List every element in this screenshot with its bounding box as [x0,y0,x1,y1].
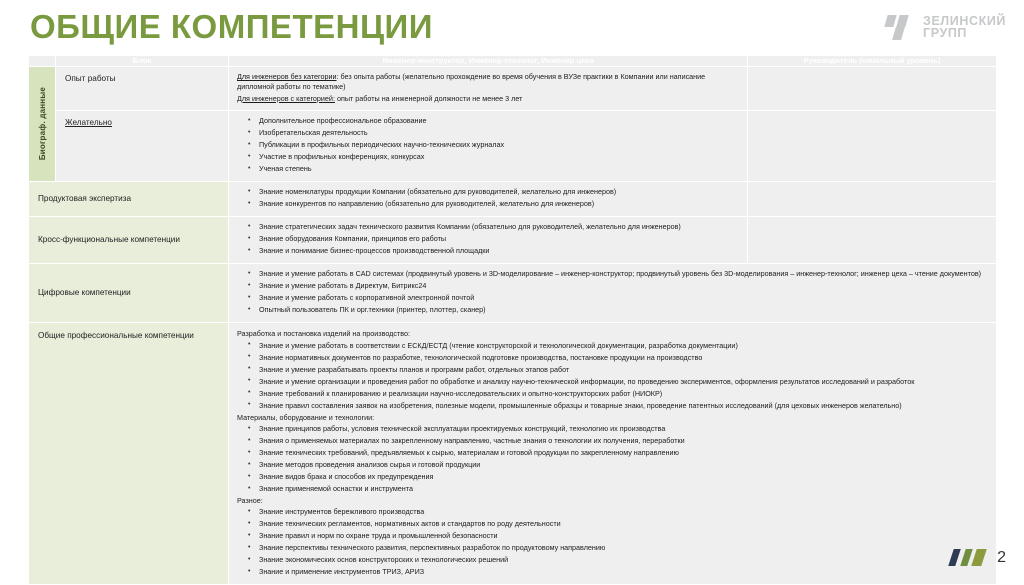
list-item: • Знание экономических основ конструкторских и технологических решений [259,555,990,565]
paragraph-text: : без опыта работы (желательно прохождение во время обучения в ВУЗе практики в Компании или написание дипломной работы по тематике) [237,72,706,92]
list-item: • Знание стратегических задач технического развития Компании (обязательно для руководителей, желательно для инженеров) [259,222,741,232]
leader-content-cell [748,111,996,181]
block-name-text: Цифровые компетенции [38,288,131,298]
slide-header [0,0,1024,55]
logo-line-2: ГРУПП [923,26,968,40]
logo-text [923,15,1006,39]
list-item: • Знание видов брака и способов их предупреждения [259,472,990,482]
block-name-text: Продуктовая экспертиза [38,194,132,204]
zelinsky-group-logo-icon [886,12,916,42]
table-row [29,182,996,216]
table-row [29,323,996,584]
paragraph-lead: Для инженеров без категории [237,72,337,81]
table-header-row [29,56,996,66]
list-item: • Знание перспективы технического развития, перспективных разработок по продуктовому направлению [259,543,990,553]
column-header-leader: Руководитель (начальный уровень) [748,56,996,66]
list-item: • Знание принципов работы, условия технической эксплуатации проектируемых конструкций, технологию их производства [259,424,990,434]
block-name-cell [29,217,228,263]
paragraph-text: опыт работы на инженерной должности не менее 3 лет [334,93,523,103]
side-label-text: Биограф. данные [37,86,47,160]
list-item: • Знание и применение инструментов ТРИЗ, АРИЗ [259,567,990,577]
leader-content-cell [748,182,996,216]
table-row [29,67,996,110]
block-name-text: Кросс-функциональные компетенции [38,235,180,245]
engineer-content-cell [229,264,996,322]
list-item: • Знания о применяемых материалах по закрепленному направлению, частные знания о технологии их получения, переработки [259,436,990,446]
group-heading: Материалы, оборудование и технологии: [237,412,375,422]
engineer-content-cell [229,323,996,584]
side-label-biographic [29,67,55,181]
bullet-list [237,424,990,494]
bullet-list [237,222,741,256]
list-item: • Знание и умение разрабатывать проекты планов и программ работ, отдельных этапов работ [259,365,990,375]
paragraph-lead: Для инженеров с категорией: [237,93,335,103]
group-heading: Разработка и постановка изделий на производство: [237,329,410,339]
list-item: • Знание оборудования Компании, принципов его работы [259,234,741,244]
bullet-list [237,116,741,174]
block-name-cell [29,323,228,584]
bullet-list [237,269,990,315]
list-item: • Изобретательская деятельность [259,128,741,138]
block-name-text: Опыт работы [65,74,116,83]
paragraph [237,94,741,104]
bullet-list [237,507,990,577]
paragraph [237,72,741,93]
page-title: ОБЩИЕ КОМПЕТЕНЦИИ [30,8,433,45]
list-item: • Знание правил и норм по охране труда и промышленной безопасности [259,531,990,541]
engineer-content-cell [229,67,747,110]
list-item: • Знание правил составления заявок на изобретения, полезные модели, промышленные образцы и товарные знаки, проведение патентных исследований (для цеховых инженеров желательно) [259,401,990,411]
engineer-content-cell [229,182,747,216]
list-item: • Знание и умение работать в CAD системах (продвинутый уровень и 3D-моделирование – инженер-конструктор; продвинутый уровень без 3D-моделирования – инженер-технолог; инженер цеха – чтение документов) [259,269,990,279]
leader-content-cell [748,67,996,110]
list-item: • Знание применяемой оснастки и инструмента [259,484,990,494]
logo-line-1: ЗЕЛИНСКИЙ [923,14,1006,28]
table-row [29,111,996,181]
list-item: • Знание нормативных документов по разработке, технологической подготовке производства, постановке продукции на производство [259,353,990,363]
list-item: • Дополнительное профессиональное образование [259,116,741,126]
page-number: 2 [997,549,1006,566]
table-head [29,56,996,66]
group-heading: Разное: [237,496,263,506]
block-name-cell [29,264,228,322]
list-item: • Ученая степень [259,164,741,174]
list-item: • Знание методов проведения анализов сырья и готовой продукции [259,460,990,470]
engineer-content-cell [229,111,747,181]
list-item: • Знание и умение работать в соответствии с ЕСКД/ЕСТД (чтение конструкторской и технологической документации, разработка документации) [259,341,990,351]
table-row [29,264,996,322]
list-item: • Знание и понимание бизнес-процессов производственной площадки [259,246,741,256]
navy-slash-icon [948,549,961,566]
list-item: • Знание технических регламентов, нормативных актов и стандартов по роду деятельности [259,519,990,529]
block-name-cell [56,111,228,181]
block-name-cell [29,182,228,216]
list-item: • Знание технических требований, предъявляемых к сырью, материалам и готовой продукции по закрепленному направлению [259,448,990,458]
list-item: • Знание требований к планированию и реализации научно-исследовательских и опытно-конструкторских работ (НИОКР) [259,389,990,399]
list-item: • Знание и умение организации и проведения работ по обработке и анализу научно-технической информации, по проведению экспериментов, оформления результатов исследований и разработок [259,377,990,387]
bullet-list [237,187,741,209]
column-header-engineer: Инженер-конструктор, Инженер-технолог, Инженер цеха [229,56,747,66]
bullet-list [237,341,990,411]
leader-content-cell [748,217,996,263]
block-name-text: Желательно [65,118,112,128]
list-item: • Знание и умение работать с корпоративной электронной почтой [259,293,990,303]
list-item: • Знание инструментов бережливого производства [259,507,990,517]
column-header-block: Блок [56,56,228,66]
table-row [29,217,996,263]
list-item: • Участие в профильных конференциях, конкурсах [259,152,741,162]
list-item: • Знание и умение работать в Директум, Битрикс24 [259,281,990,291]
list-item: • Публикации в профильных периодических научно-технических журналах [259,140,741,150]
table-body [29,67,996,584]
block-name-text: Общие профессиональные компетенции [38,331,194,341]
competencies-table [28,55,997,585]
engineer-content-cell [229,217,747,263]
list-item: • Знание конкурентов по направлению (обязательно для руководителей, желательно для инженеров) [259,199,741,209]
column-header-spacer [29,56,55,66]
block-name-cell [56,67,228,110]
slide-footer [951,546,1006,566]
olive-slash-icon [971,549,987,566]
list-item: • Знание номенклатуры продукции Компании (обязательно для руководителей, желательно для инженеров) [259,187,741,197]
footer-slash-marks-icon [951,546,991,566]
company-logo [886,12,1006,42]
list-item: • Опытный пользователь ПК и орг.техники (принтер, плоттер, сканер) [259,305,990,315]
